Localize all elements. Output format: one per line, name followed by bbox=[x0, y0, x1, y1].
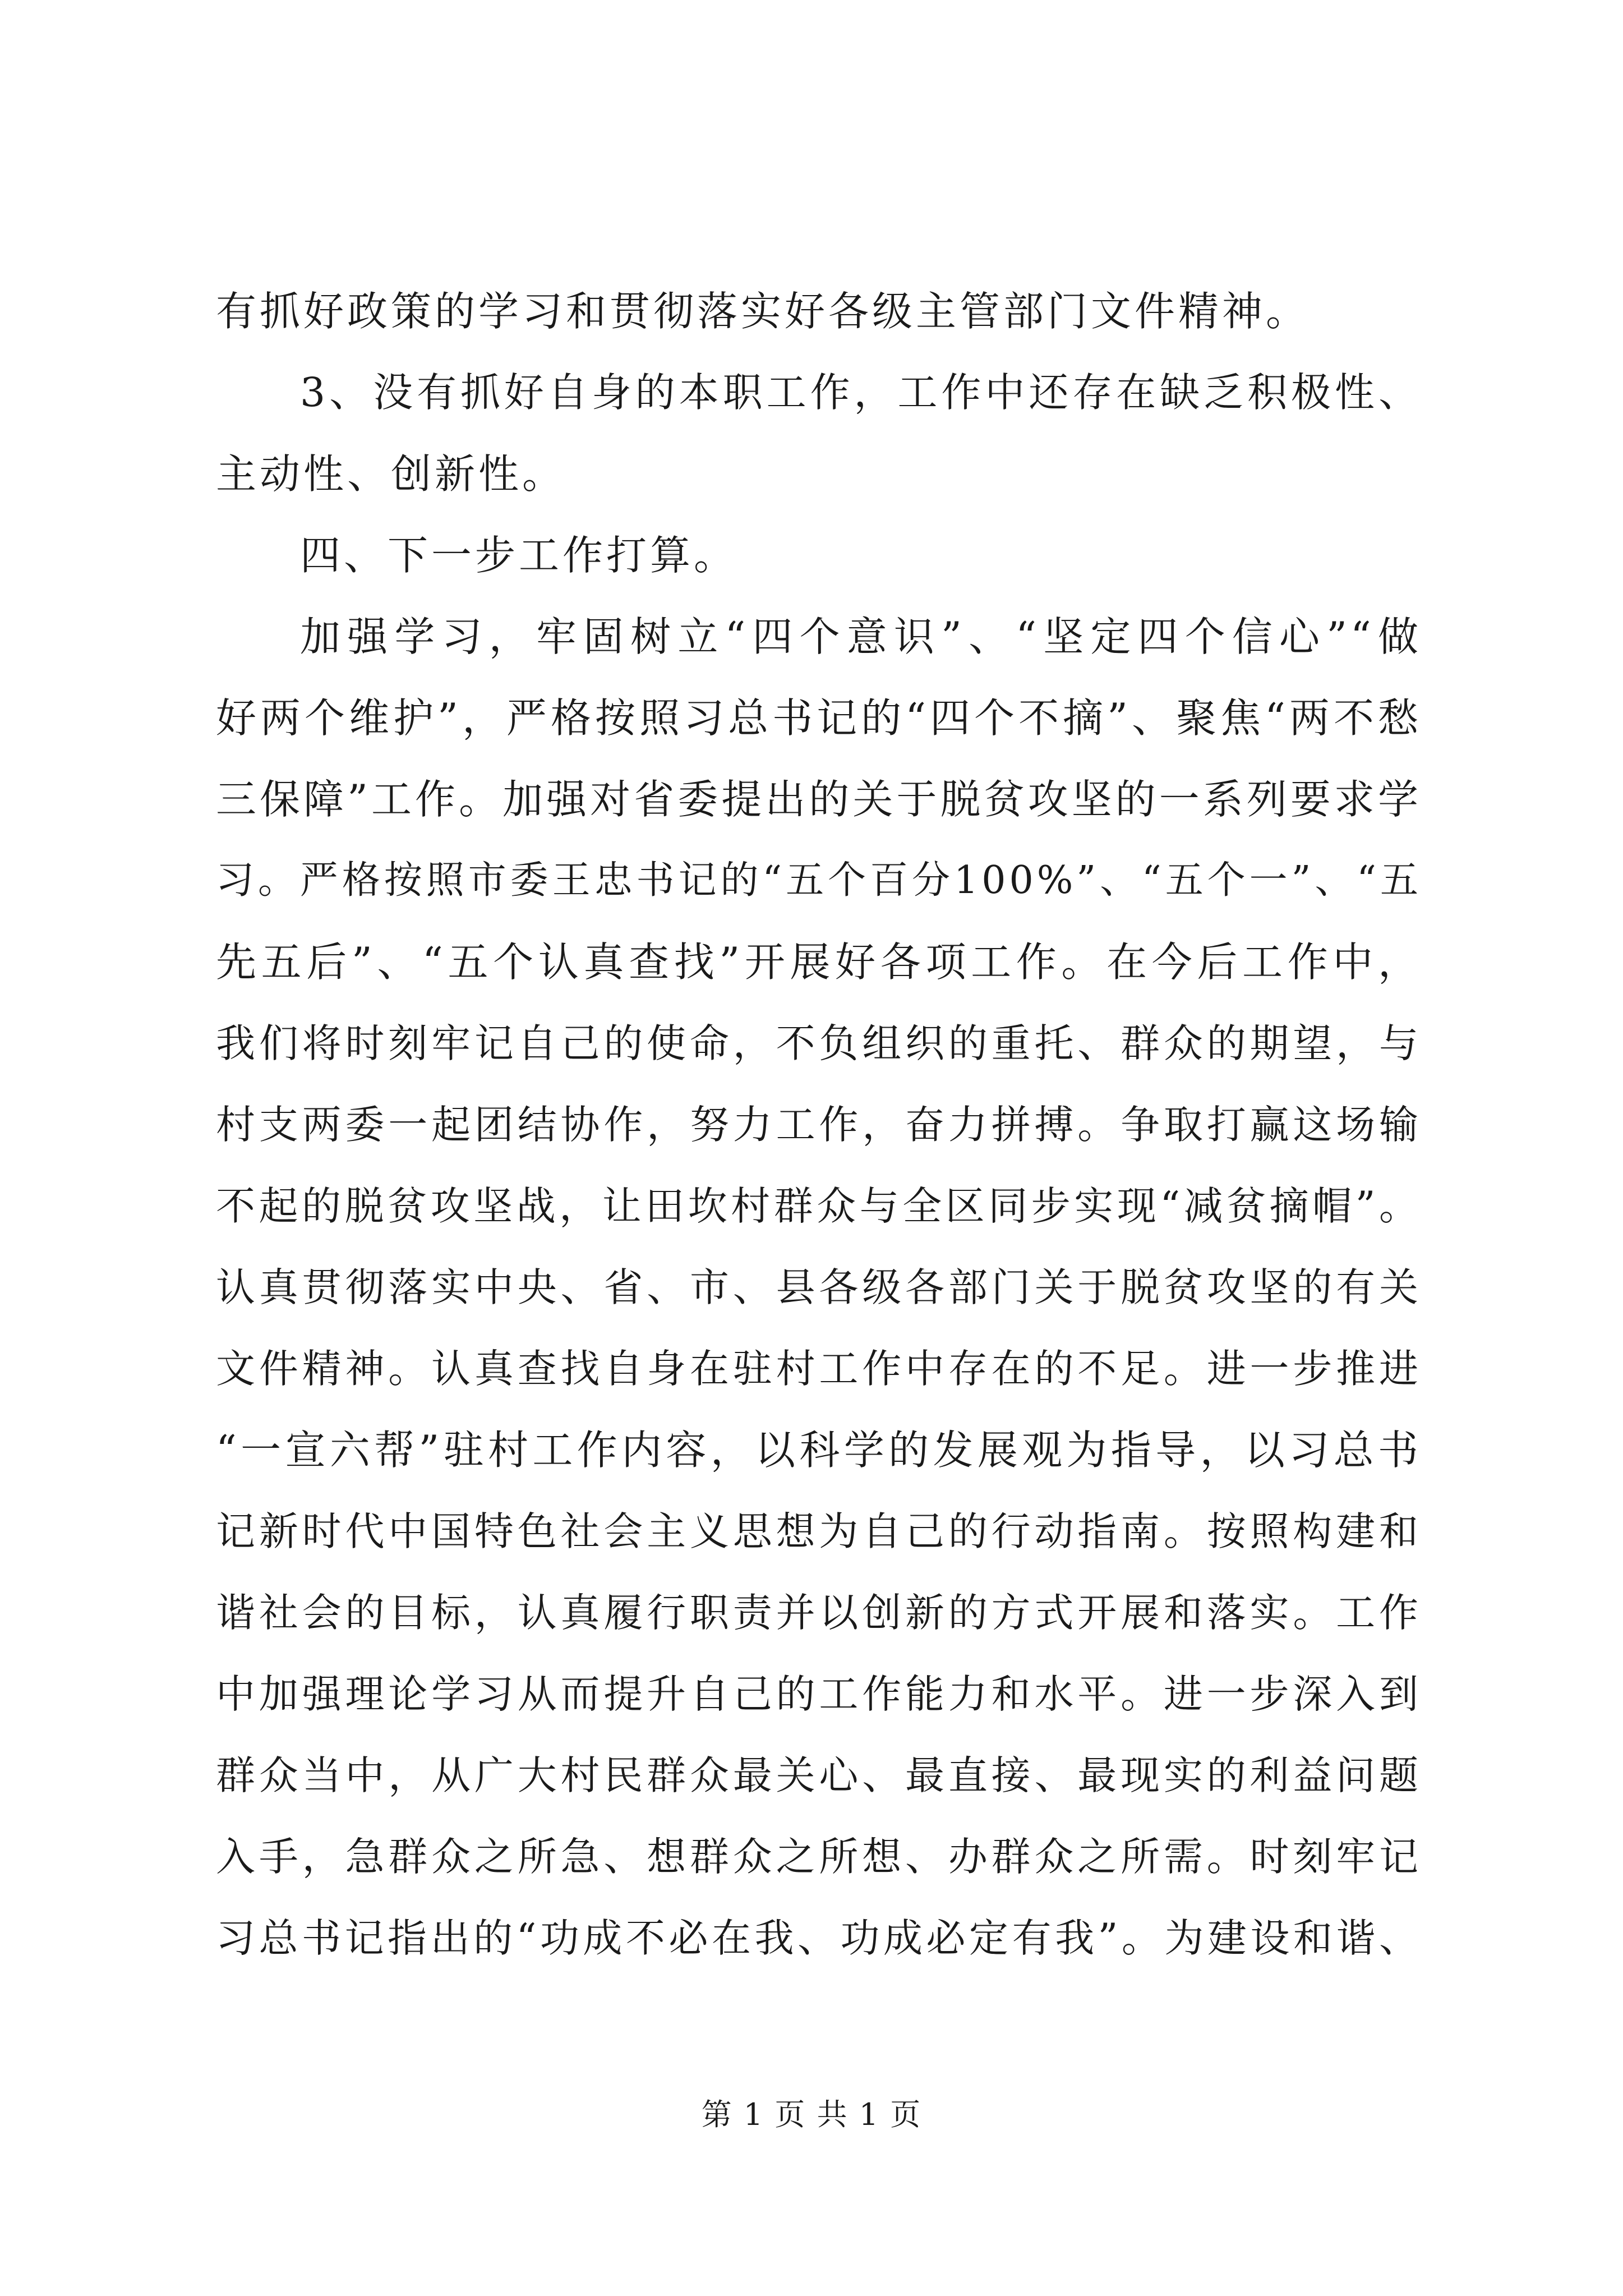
body-text-line: 习总书记指出的“功成不必在我、功成必定有我”。为建设和谐、 bbox=[216, 1915, 1422, 1961]
body-text-line: 习。严格按照市委王忠书记的“五个百分100%”、“五个一”、“五 bbox=[216, 858, 1422, 903]
body-text-line: 谐社会的目标，认真履行职责并以创新的方式开展和落实。工作 bbox=[216, 1590, 1422, 1636]
body-text-line: 好两个维护”，严格按照习总书记的“四个不摘”、聚焦“两不愁 bbox=[216, 694, 1422, 742]
page-footer: 第 1 页 共 1 页 bbox=[701, 2097, 922, 2132]
body-text-line: “一宣六帮”驻村工作内容，以科学的发展观为指导，以习总书 bbox=[216, 1427, 1422, 1474]
body-text-line: 有抓好政策的学习和贯彻落实好各级主管部门文件精神。 bbox=[216, 288, 1310, 335]
body-text-line: 记新时代中国特色社会主义思想为自己的行动指南。按照构建和 bbox=[216, 1508, 1422, 1554]
body-text-line: 主动性、创新性。 bbox=[216, 450, 566, 498]
body-text-line: 群众当中，从广大村民群众最关心、最直接、最现实的利益问题 bbox=[216, 1752, 1422, 1798]
body-text-line: 村支两委一起团结协作，努力工作，奋力拼搏。争取打赢这场输 bbox=[216, 1102, 1422, 1148]
body-text-line: 中加强理论学习从而提升自己的工作能力和水平。进一步深入到 bbox=[216, 1671, 1422, 1717]
body-text-line: 3、没有抓好自身的本职工作，工作中还存在缺乏积极性、 bbox=[300, 369, 1422, 416]
body-text-line: 文件精神。认真查找自身在驻村工作中存在的不足。进一步推进 bbox=[216, 1346, 1422, 1392]
body-text-line: 我们将时刻牢记自己的使命，不负组织的重托、群众的期望，与 bbox=[216, 1020, 1422, 1066]
body-text-line: 认真贯彻落实中央、省、市、县各级各部门关于脱贫攻坚的有关 bbox=[216, 1264, 1422, 1310]
body-text-line: 先五后”、“五个认真查找”开展好各项工作。在今后工作中， bbox=[216, 938, 1422, 986]
body-text-line: 三保障”工作。加强对省委提出的关于脱贫攻坚的一系列要求学 bbox=[216, 776, 1422, 823]
body-text-line: 加强学习，牢固树立“四个意识”、“坚定四个信心”“做 bbox=[300, 613, 1422, 660]
body-text-line: 不起的脱贫攻坚战，让田坎村群众与全区同步实现“减贫摘帽”。 bbox=[216, 1183, 1422, 1229]
body-text-line: 入手，急群众之所急、想群众之所想、办群众之所需。时刻牢记 bbox=[216, 1834, 1422, 1880]
section-heading: 四、下一步工作打算。 bbox=[300, 532, 738, 579]
